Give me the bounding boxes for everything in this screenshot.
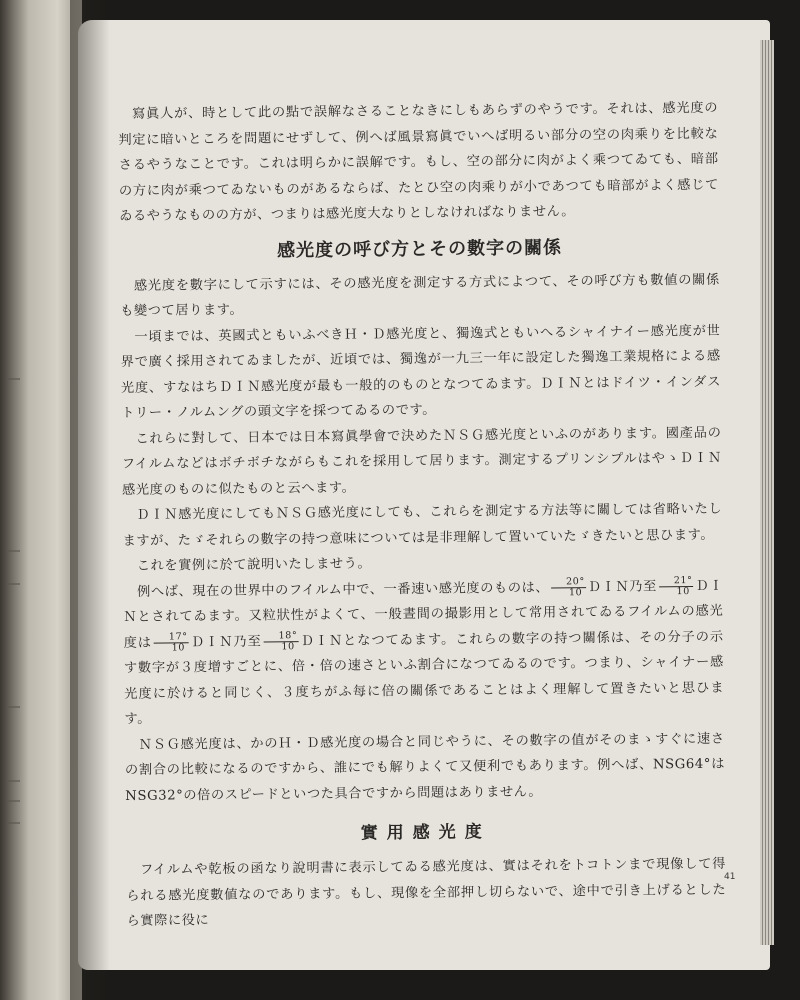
- text-run: 例へば、現在の世界中のフイルム中で、一番速い感光度のものは、: [137, 580, 550, 600]
- paragraph: 感光度を數字にして示すには、その感光度を測定する方式によつて、その呼び方も數値の關係も變つて居ります。: [120, 272, 720, 319]
- text-run: ＤＩＮとなつてゐます。これらの數字の持つ關係は、その分子の示す數字が３度增すごとに、倍・倍の速さといふ割合になつてゐるのです。つまり、シャイナー感光度に於けると同じく、３度ちがふ每に倍の關係であることはよく理解して置きたいと思ひます。: [123, 629, 725, 727]
- fraction: [154, 632, 189, 653]
- paragraph: フイルムや乾板の函なり說明書に表示してゐる感光度は、實はそれをトコトンまで現像して得られる感光度數値なのであります。もし、現像を全部押し切らないで、途中で引き上げるとしたら實際に役に: [126, 856, 727, 929]
- paragraph: 一頃までは、英國式ともいふべきＨ・Ｄ感光度と、獨逸式ともいへるシャイナイー感光度が世界で廣く採用されてゐましたが、近頃では、獨逸が一九三一年に設定した獨逸工業規格による感光度、すなはちＤＩＮ感光度が最も一般的のものとなつてゐます。ＤＩＮとはドイツ・インダストリー・ノルムングの頭文字を採つてゐるのです。: [120, 323, 722, 421]
- text-run: ＤＩＮとされてゐます。又粒狀性がよくて、一般晝間の撮影用として常用されてゐるフイルムの感光度は: [123, 578, 724, 651]
- page-stack-edge: [760, 40, 774, 945]
- fraction-numerator: 18°: [264, 631, 299, 642]
- text-run: ＤＩＮ乃至: [587, 578, 657, 595]
- book-page: [78, 20, 770, 970]
- text-run: ＤＩＮ乃至: [190, 634, 262, 650]
- paragraph: これらに對して、日本では日本寫眞學會で決めたＮＳＧ感光度といふのがあります。國產品のフイルムなどはボチボチながらもこれを採用して居ります。測定するプリンシプルはやゝＤＩＮ感光度のものに似たものと云へます。: [121, 425, 722, 498]
- page-text: [118, 96, 727, 935]
- section-heading-practical-sensitivity: 實用感光度: [360, 822, 491, 844]
- fraction-numerator: 21°: [659, 576, 694, 587]
- intro-paragraph: 寫眞人が、時として此の點で誤解なさることなきにしもあらずのやうです。それは、感光度の判定に暗いところを問題にせずして、例へば風景寫眞でいへば明るい部分の空の肉乘りを比較なさるやうなことです。これは明らかに誤解です。もし、空の部分に肉がよく乘つてゐても、暗部の方に肉が乘つてゐないものがあるならば、たとひ空の肉乘りが小であつても暗部がよく感じてゐるやうなものの方が、つまりは感光度大なりとしなければなりません。: [118, 100, 719, 224]
- fraction: [659, 576, 694, 597]
- fraction-denominator: 10: [676, 585, 690, 597]
- fraction: [551, 577, 586, 598]
- paragraph: これを實例に於て說明いたしませう。: [136, 556, 372, 574]
- fraction-numerator: 20°: [551, 577, 586, 588]
- fraction: [264, 631, 299, 652]
- paragraph: ＮＳＧ感光度は、かのＨ・Ｄ感光度の場合と同じやうに、その數字の值がそのまゝすぐに速さの割合の比較になるのですから、誰にでも解りよくて又便利でもあります。例へば、NSG64°はNSG32°の倍のスピードといつた具合ですから問題はありません。: [124, 731, 726, 804]
- fraction-denominator: 10: [568, 586, 583, 598]
- fraction-denominator: 10: [171, 641, 186, 653]
- paragraph: ＤＩＮ感光度にしてもＮＳＧ感光度にしても、これらを測定する方法等に關しては省略いたしますが、たゞそれらの數字の持つ意味については是非理解して置いていたゞきたいと思ひます。: [122, 501, 723, 549]
- fraction-denominator: 10: [281, 640, 295, 652]
- section-heading-sensitivity-naming: 感光度の呼び方とその數字の關係: [276, 236, 563, 261]
- paragraph-with-fractions: [123, 573, 725, 732]
- book-gutter-shadow: [70, 0, 110, 1000]
- page-number: 41: [724, 872, 736, 882]
- fraction-numerator: 17°: [154, 632, 189, 643]
